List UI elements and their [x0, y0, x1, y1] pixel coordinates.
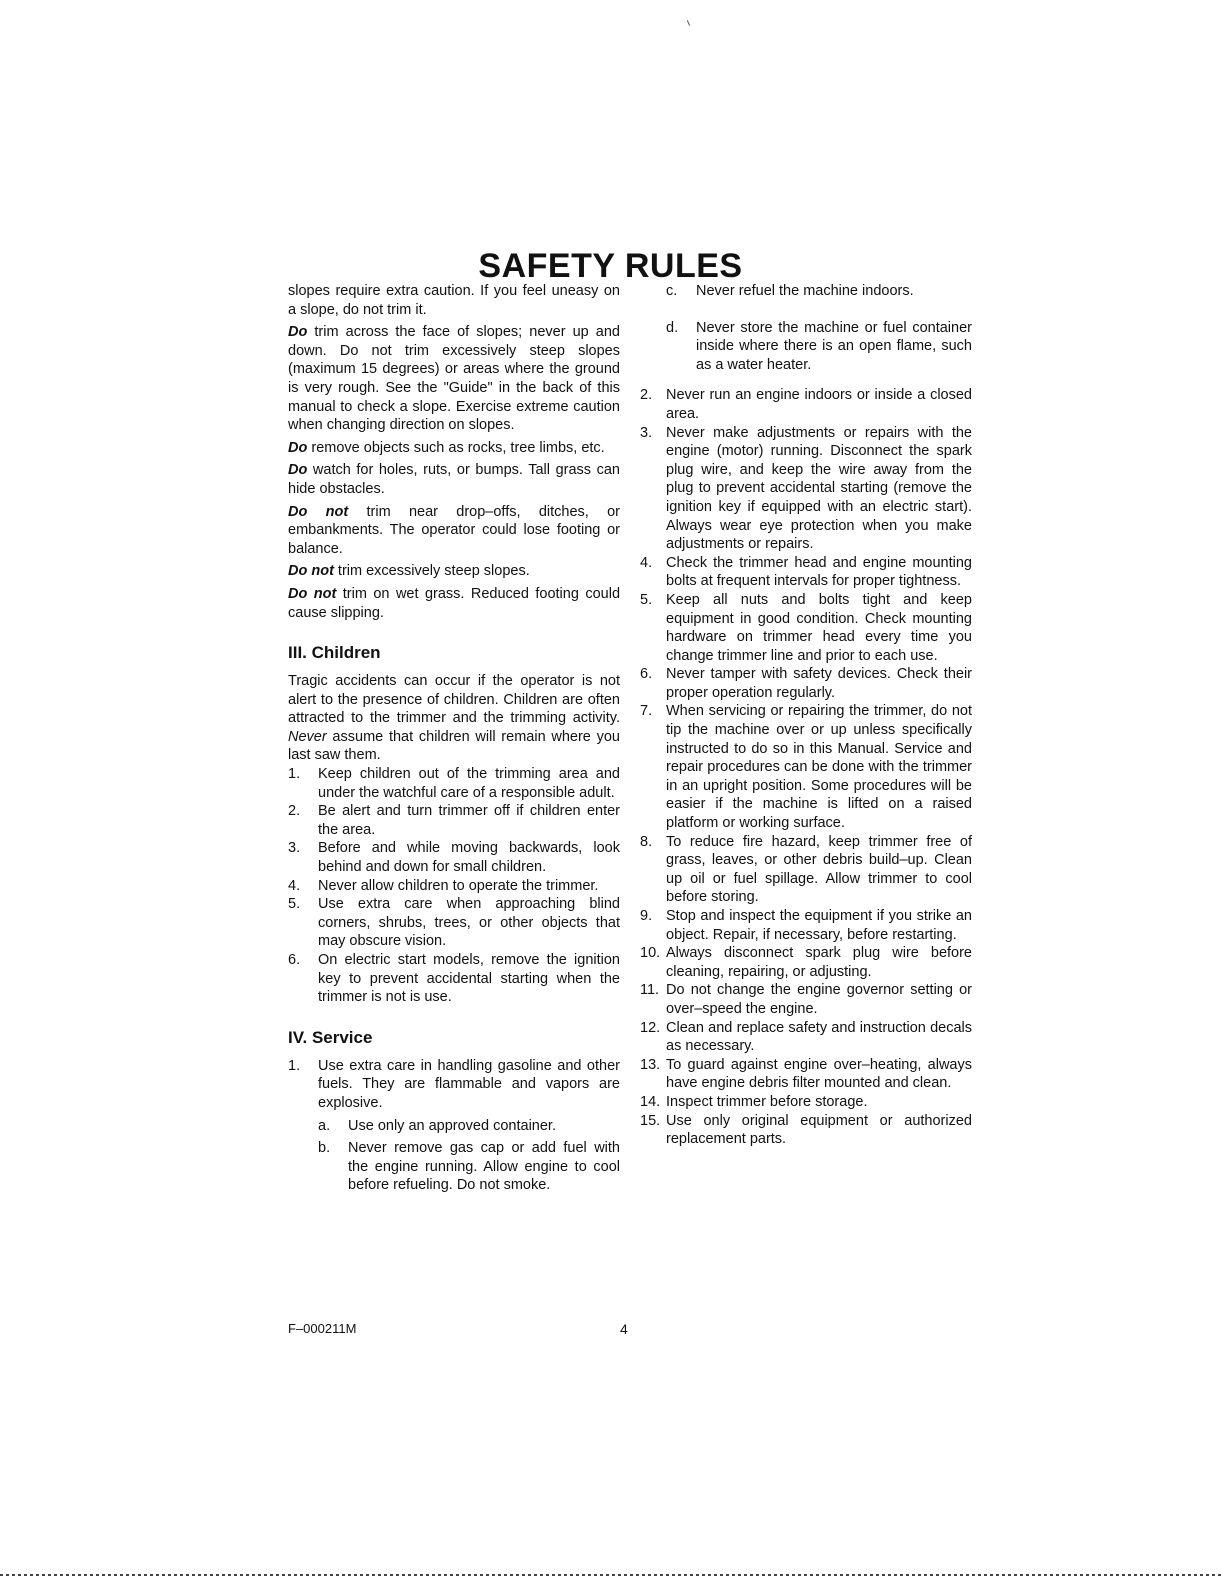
wet-grass-paragraph: Do not trim on wet grass. Reduced footing could cause slipping.	[288, 585, 621, 621]
service-item: 9. Stop and inspect the equipment if you strike an object. Repair, if necessary, before restarting.	[640, 908, 972, 943]
service-item: 12. Clean and replace safety and instruction decals as necessary.	[640, 1019, 972, 1055]
drop-offs-paragraph: Do not trim near drop–offs, ditches, or embankments. The operator could lose footing or balance.	[288, 503, 620, 557]
service-item: 5. Keep all nuts and bolts tight and keep equipment in good condition. Check mounting hardware on trimmer head every time you change trimmer line and prior to each use.	[640, 591, 972, 664]
children-item: 1. Keep children out of the trimming area and under the watchful care of a responsible adult.	[288, 766, 620, 801]
scan-speck	[687, 20, 690, 26]
service-item: 4. Check the trimmer head and engine mounting bolts at frequent intervals for proper tightness.	[640, 554, 972, 590]
service-item: 1. Use extra care in handling gasoline and other fuels. They are flammable and vapors are explosive.	[288, 1057, 620, 1111]
service-item: 3. Never make adjustments or repairs with the engine (motor) running. Disconnect the spark plug wire, and keep the wire away from the plug to prevent accidental starting (remove the ignition key if equipped with an electric start). Always wear eye protection when you make adjustments or repairs.	[640, 424, 972, 553]
children-item: 4. Never allow children to operate the trimmer.	[288, 877, 599, 894]
intro-paragraph: slopes require extra caution. If you feel uneasy on a slope, do not trim it.	[288, 283, 620, 318]
service-item: 2. Never run an engine indoors or inside a closed area.	[640, 387, 972, 422]
service-subitem: c. Never refuel the machine indoors.	[666, 283, 914, 299]
page-number: 4	[620, 1321, 628, 1337]
service-item: 11. Do not change the engine governor setting or over–speed the engine.	[640, 982, 972, 1017]
children-item: 6. On electric start models, remove the ignition key to prevent accidental starting when the trimmer is not is use.	[288, 952, 620, 1006]
service-item: 8. To reduce fire hazard, keep trimmer free of grass, leaves, or other debris build–up. Clean up oil or fuel spillage. Allow trimmer to cool before storing.	[640, 833, 972, 906]
steep-slopes-paragraph: Do not trim excessively steep slopes.	[288, 563, 530, 580]
service-item: 6. Never tamper with safety devices. Check their proper operation regularly.	[640, 666, 972, 701]
service-subitem: d. Never store the machine or fuel container inside where there is an open flame, such as a water heater.	[666, 319, 972, 373]
service-item: 13. To guard against engine over–heating, always have engine debris filter mounted and clean.	[640, 1056, 972, 1092]
scan-edge-line	[0, 1574, 1221, 1576]
children-intro: Tragic accidents can occur if the operator is not alert to the presence of children. Children are often attracted to the trimmer and the trimming activity. Never assume that children will remain where you last saw them.	[288, 673, 620, 764]
slope-paragraph: Do trim across the face of slopes; never up and down. Do not trim excessively steep slopes (maximum 15 degrees) or areas where the ground is very rough. See the "Guide" in the back of this manual to check a slope. Exercise extreme caution when changing direction on slopes.	[288, 324, 620, 434]
service-item: 14. Inspect trimmer before storage.	[640, 1093, 868, 1110]
children-item: 5. Use extra care when approaching blind corners, shrubs, trees, or other objects that may obscure vision.	[288, 896, 620, 950]
document-code: F–000211M	[288, 1321, 357, 1336]
children-item: 2. Be alert and turn trimmer off if children enter the area.	[288, 803, 620, 838]
page-title: SAFETY RULES	[478, 247, 743, 285]
service-subitem: a. Use only an approved container.	[318, 1117, 556, 1134]
remove-objects-paragraph: Do remove objects such as rocks, tree limbs, etc.	[288, 439, 605, 456]
right-column	[640, 282, 972, 1149]
children-heading: III. Children	[288, 643, 381, 663]
service-item: 10. Always disconnect spark plug wire before cleaning, repairing, or adjusting.	[640, 945, 972, 980]
service-subitem: b. Never remove gas cap or add fuel with the engine running. Allow engine to cool before refueling. Do not smoke.	[318, 1140, 620, 1194]
left-column	[288, 282, 620, 1195]
watch-holes-paragraph: Do watch for holes, ruts, or bumps. Tall grass can hide obstacles.	[288, 462, 620, 497]
service-item: 7. When servicing or repairing the trimmer, do not tip the machine over or up unless specifically instructed to do so in this Manual. Service and repair procedures can be done with the trimmer in an upright position. Some procedures will be easier if the machine is lifted on a raised platform or working surface.	[640, 703, 972, 832]
children-item: 3. Before and while moving backwards, look behind and down for small children.	[288, 840, 620, 876]
service-heading: IV. Service	[288, 1027, 373, 1047]
service-item: 15. Use only original equipment or authorized replacement parts.	[640, 1112, 972, 1148]
